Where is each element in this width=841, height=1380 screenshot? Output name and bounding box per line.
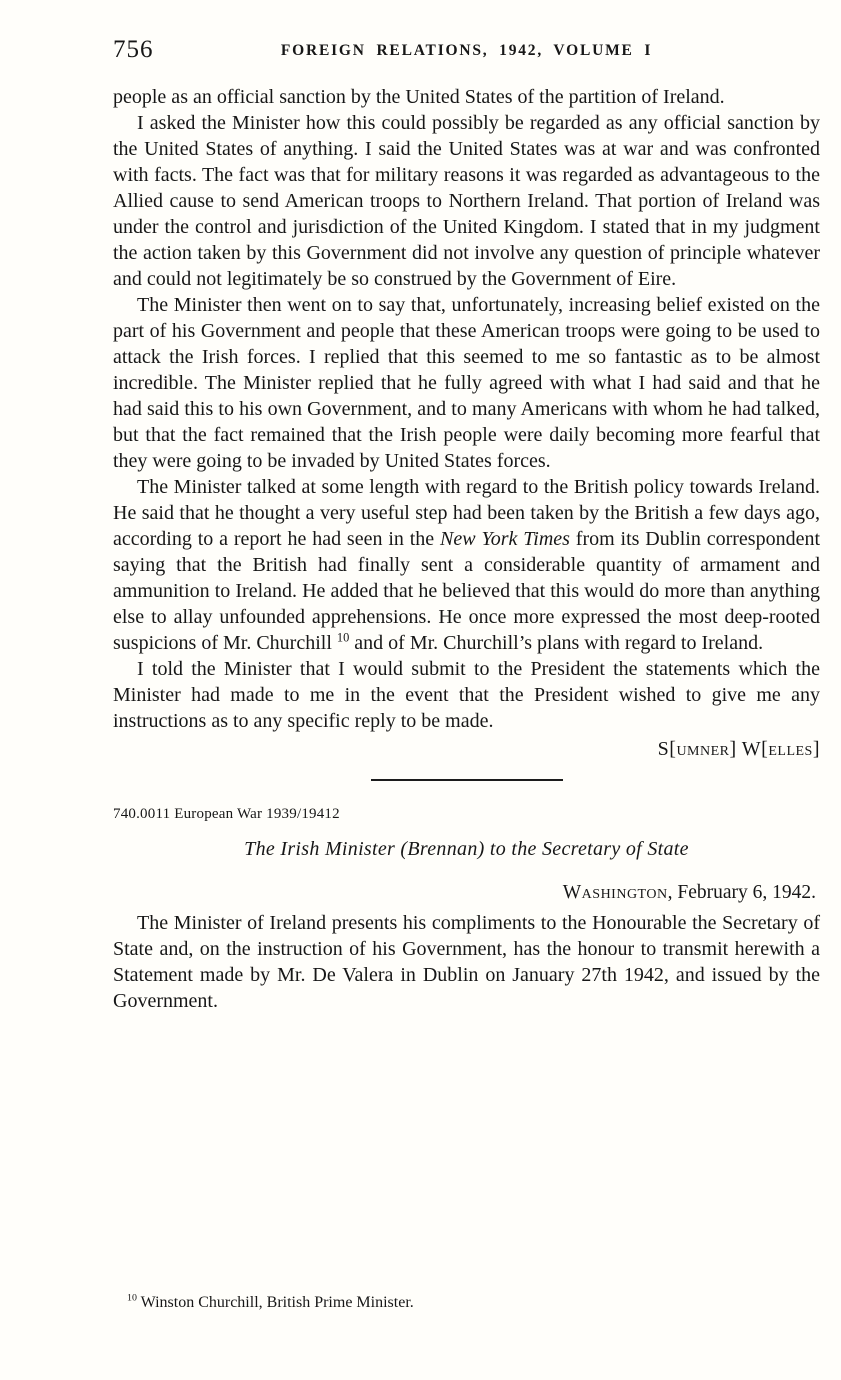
signature: S[umner] W[elles] <box>657 738 820 760</box>
paragraph-text: from its Dublin correspondent saying that the British had finally sent a considerable quantity of armament and ammunition to Ireland. He added that he believed that this would do more than anything else to allay unfounded apprehensions. He once more expressed the most deep-rooted suspicions of Mr. Churchill <box>113 528 821 654</box>
paragraph: I told the Minister that I would submit to the President the statements which the Minister had made to me in the event that the President wished to give me any instructions as to any specific reply to be made. <box>113 658 820 732</box>
footnote <box>113 1292 820 1314</box>
footnote-text: Winston Churchill, British Prime Minister. <box>140 1294 414 1311</box>
document-title: The Irish Minister (Brennan) to the Secretary of State <box>244 838 689 860</box>
memo-body <box>113 84 820 762</box>
dateline-place: Washington <box>562 882 668 903</box>
letter-body-paragraph: The Minister of Ireland presents his compliments to the Honourable the Secretary of State and, on the instruction of his Government, has the honour to transmit herewith a Statement made by Mr. De Valera in Dublin on January 27th 1942, and issued by the Government. <box>113 912 820 1012</box>
paragraph-continuation: people as an official sanction by the United States of the partition of Ireland. <box>113 86 725 108</box>
archive-reference: 740.0011 European War 1939/19412 <box>113 806 340 822</box>
running-header-title: FOREIGN RELATIONS, 1942, VOLUME I <box>280 42 653 59</box>
section-divider <box>371 779 563 781</box>
running-header <box>113 36 820 68</box>
paragraph-text: The Minister talked at some length with regard to the British policy towards Ireland. He said that he thought a very useful step had been taken by the British a few days ago, according to a report he had seen in the <box>113 476 820 550</box>
paragraph <box>113 474 820 656</box>
dateline <box>113 882 816 904</box>
publication-title: New York Times <box>440 528 570 550</box>
dateline-date: , February 6, 1942. <box>667 882 816 903</box>
footnote-reference: 10 <box>336 630 350 645</box>
paragraph-text: and of Mr. Churchill’s plans with regard to Ireland. <box>349 632 764 654</box>
paragraph: The Minister then went on to say that, unfortunately, increasing belief existed on the part of his Government and people that these American troops were going to be used to attack the Irish forces. I replied that this seemed to me so fantastic as to be almost incredible. The Minister replied that he fully agreed with what I had said and that he had said this to his own Government, and to many Americans with whom he had talked, but that the fact remained that the Irish people were daily becoming more fearful that they were going to be invaded by United States forces. <box>113 294 820 472</box>
page-number: 756 <box>113 36 154 63</box>
footnote-marker: 10 <box>127 1292 137 1304</box>
letter-section <box>113 806 820 1014</box>
paragraph: I asked the Minister how this could possibly be regarded as any official sanction by the United States of anything. I said the United States was at war and was confronted with facts. The fact was that for military reasons it was regarded as advantageous to the Allied cause to send American troops to Northern Ireland. That portion of Ireland was under the control and jurisdiction of the United Kingdom. I stated that in my judgment the action taken by this Government did not involve any question of principle whatever and could not legitimately be so construed by the Government of Eire. <box>113 112 820 290</box>
